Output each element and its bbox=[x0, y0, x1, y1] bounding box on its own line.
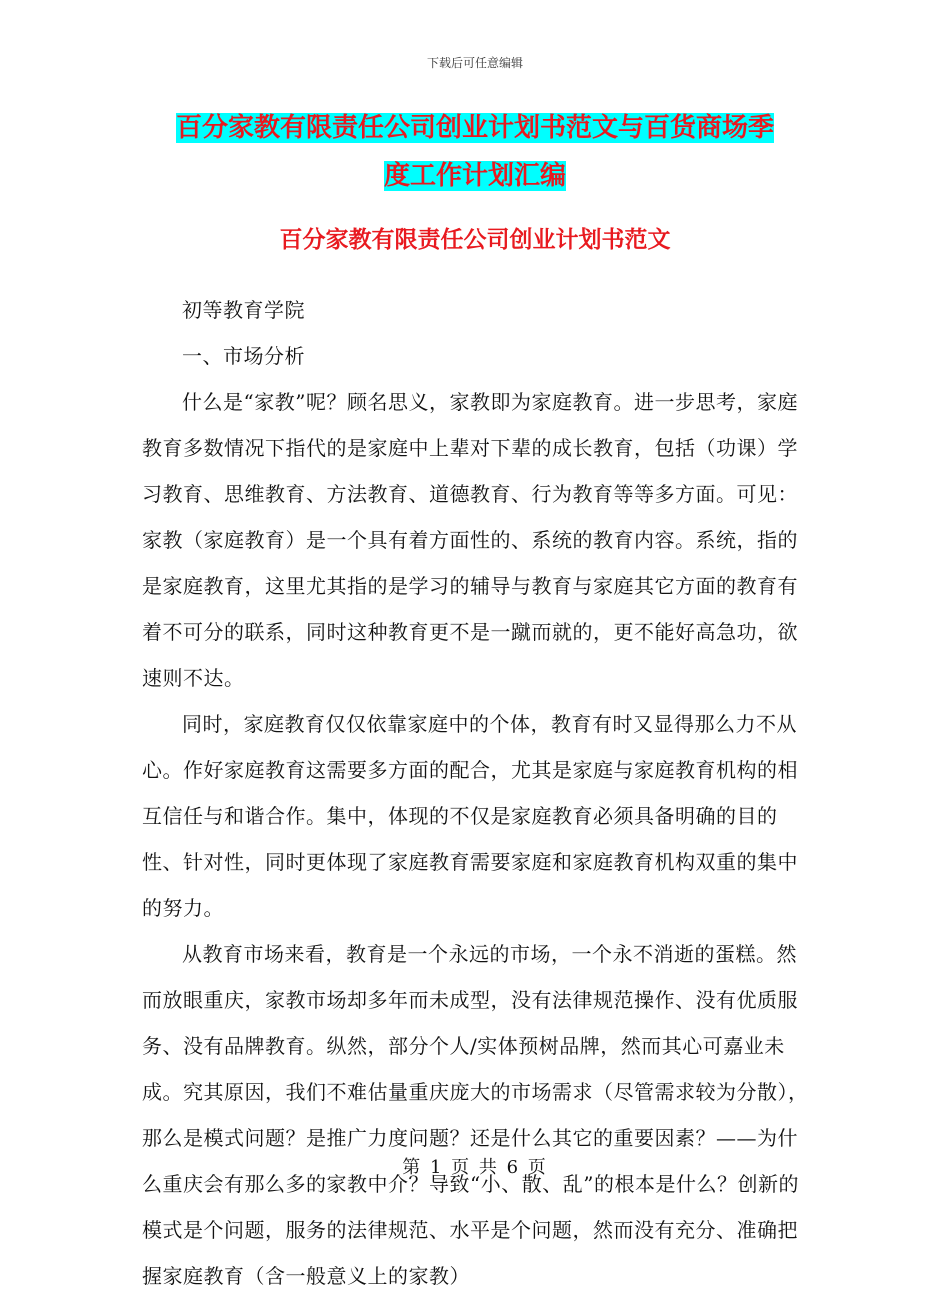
document-title-line-1: 百分家教有限责任公司创业计划书范文与百货商场季 bbox=[175, 113, 774, 143]
document-title bbox=[0, 104, 950, 200]
paragraph-heading: 一、市场分析 bbox=[182, 344, 305, 368]
paragraph: 从教育市场来看，教育是一个永远的市场，一个永不消逝的蛋糕。然而放眼重庆，家教市场却多年而未成型，没有法律规范操作、没有优质服务、没有品牌教育。纵然，部分个人/实体预树品牌，然而其心可嘉业未成。究其原因，我们不难估量重庆庞大的市场需求（尽管需求较为分散），那么是模式问题？是推广力度问题？还是什么其它的重要因素？——为什么重庆会有那么多的家教中介？导致“小、散、乱”的根本是什么？创新的模式是个问题，服务的法律规范、水平是个问题，然而没有充分、准确把握家庭教育（含一般意义上的家教） bbox=[142, 942, 809, 1288]
document-body bbox=[142, 287, 812, 1299]
page-header-note: 下载后可任意编辑 bbox=[426, 56, 523, 70]
paragraph: 什么是“家教”呢？顾名思义，家教即为家庭教育。进一步思考，家庭教育多数情况下指代的是家庭中上辈对下辈的成长教育，包括（功课）学习教育、思维教育、方法教育、道德教育、行为教育等等多方面。可见：家教（家庭教育）是一个具有着方面性的、系统的教育内容。系统，指的是家庭教育，这里尤其指的是学习的辅导与教育与家庭其它方面的教育有着不可分的联系，同时这种教育更不是一蹴而就的，更不能好高急功，欲速则不达。 bbox=[142, 390, 798, 690]
document-title-line-2: 度工作计划汇编 bbox=[383, 161, 566, 191]
paragraph-author: 初等教育学院 bbox=[182, 298, 305, 322]
section-title: 百分家教有限责任公司创业计划书范文 bbox=[279, 226, 671, 253]
paragraph: 同时，家庭教育仅仅依靠家庭中的个体，教育有时又显得那么力不从心。作好家庭教育这需要多方面的配合，尤其是家庭与家庭教育机构的相互信任与和谐合作。集中，体现的不仅是家庭教育必须具备明确的目的性、针对性，同时更体现了家庭教育需要家庭和家庭教育机构双重的集中的努力。 bbox=[142, 712, 798, 920]
page-number: 第 1 页 共 6 页 bbox=[402, 1157, 548, 1178]
